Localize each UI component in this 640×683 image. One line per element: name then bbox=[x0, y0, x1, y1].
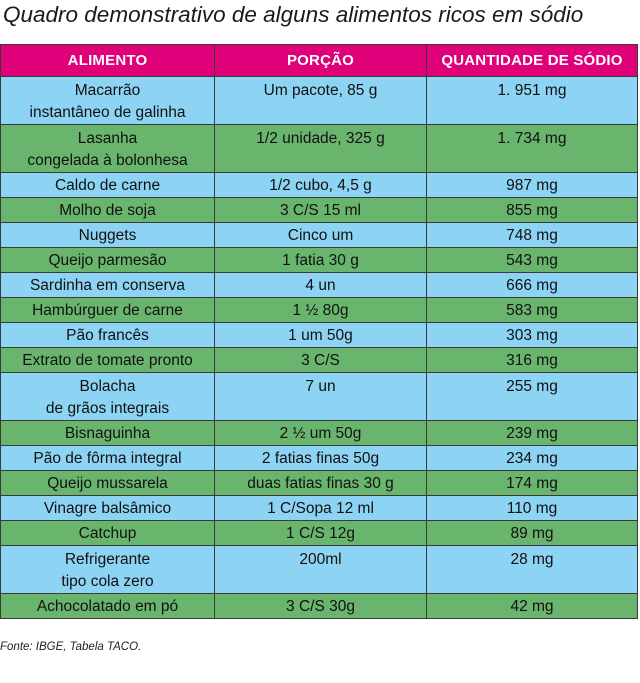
sodium-cell: 987 mg bbox=[427, 173, 638, 198]
food-cell bbox=[1, 298, 215, 323]
table-row bbox=[1, 198, 638, 223]
food-name-line: Nuggets bbox=[78, 227, 137, 244]
table-row bbox=[1, 173, 638, 198]
food-cell bbox=[1, 248, 215, 273]
sodium-cell: 1. 951 mg bbox=[427, 77, 638, 125]
sodium-cell: 110 mg bbox=[427, 496, 638, 521]
food-name-line: Pão de fôrma integral bbox=[33, 450, 182, 467]
table-row bbox=[1, 77, 638, 125]
food-name-line: congelada à bolonhesa bbox=[27, 152, 188, 169]
table-row bbox=[1, 496, 638, 521]
sodium-cell: 42 mg bbox=[427, 594, 638, 619]
food-cell bbox=[1, 446, 215, 471]
sodium-cell: 855 mg bbox=[427, 198, 638, 223]
portion-cell: 1 fatia 30 g bbox=[215, 248, 427, 273]
food-name-line: Bisnaguinha bbox=[64, 425, 151, 442]
table-row bbox=[1, 223, 638, 248]
table-row bbox=[1, 521, 638, 546]
portion-cell: 3 C/S 15 ml bbox=[215, 198, 427, 223]
food-name-line: Caldo de carne bbox=[54, 177, 161, 194]
portion-cell: duas fatias finas 30 g bbox=[215, 471, 427, 496]
sodium-cell: 666 mg bbox=[427, 273, 638, 298]
page-title: Quadro demonstrativo de alguns alimentos ricos em sódio bbox=[3, 2, 584, 27]
sodium-cell: 239 mg bbox=[427, 421, 638, 446]
food-cell bbox=[1, 496, 215, 521]
food-cell bbox=[1, 348, 215, 373]
sodium-table bbox=[0, 44, 638, 619]
food-cell bbox=[1, 273, 215, 298]
portion-cell: 1/2 unidade, 325 g bbox=[215, 125, 427, 173]
portion-cell: 4 un bbox=[215, 273, 427, 298]
food-cell bbox=[1, 594, 215, 619]
portion-cell: 7 un bbox=[215, 373, 427, 421]
sodium-cell: 234 mg bbox=[427, 446, 638, 471]
table-row bbox=[1, 446, 638, 471]
sodium-cell: 89 mg bbox=[427, 521, 638, 546]
food-name-line: Hambúrguer de carne bbox=[32, 302, 183, 319]
food-cell bbox=[1, 546, 215, 594]
portion-cell: 1 ½ 80g bbox=[215, 298, 427, 323]
table-row bbox=[1, 348, 638, 373]
portion-cell: 1/2 cubo, 4,5 g bbox=[215, 173, 427, 198]
portion-cell: 3 C/S 30g bbox=[215, 594, 427, 619]
portion-cell: 1 um 50g bbox=[215, 323, 427, 348]
food-name-line: Bolacha bbox=[79, 378, 136, 395]
portion-cell: 2 fatias finas 50g bbox=[215, 446, 427, 471]
source-note: Fonte: IBGE, Tabela TACO. bbox=[0, 641, 142, 653]
table-row bbox=[1, 323, 638, 348]
sodium-cell: 1. 734 mg bbox=[427, 125, 638, 173]
food-cell bbox=[1, 125, 215, 173]
table-row bbox=[1, 594, 638, 619]
portion-cell: 3 C/S bbox=[215, 348, 427, 373]
sodium-cell: 748 mg bbox=[427, 223, 638, 248]
food-name-line: Queijo mussarela bbox=[47, 475, 168, 492]
food-name-line: Lasanha bbox=[77, 130, 138, 147]
sodium-cell: 255 mg bbox=[427, 373, 638, 421]
food-name-line: tipo cola zero bbox=[61, 573, 154, 590]
food-name-line: Catchup bbox=[78, 525, 137, 542]
table-row bbox=[1, 421, 638, 446]
table-row bbox=[1, 298, 638, 323]
food-name-line: Achocolatado em pó bbox=[36, 598, 179, 615]
food-name-line: instantâneo de galinha bbox=[29, 104, 186, 121]
header-alimento: ALIMENTO bbox=[1, 45, 215, 77]
portion-cell: 2 ½ um 50g bbox=[215, 421, 427, 446]
portion-cell: Um pacote, 85 g bbox=[215, 77, 427, 125]
sodium-cell: 174 mg bbox=[427, 471, 638, 496]
portion-cell: Cinco um bbox=[215, 223, 427, 248]
header-porcao: PORÇÃO bbox=[215, 45, 427, 77]
portion-cell: 1 C/S 12g bbox=[215, 521, 427, 546]
food-name-line: Extrato de tomate pronto bbox=[22, 352, 193, 369]
food-cell bbox=[1, 323, 215, 348]
sodium-cell: 316 mg bbox=[427, 348, 638, 373]
food-cell bbox=[1, 373, 215, 421]
table-row bbox=[1, 125, 638, 173]
sodium-cell: 303 mg bbox=[427, 323, 638, 348]
food-cell bbox=[1, 421, 215, 446]
sodium-cell: 28 mg bbox=[427, 546, 638, 594]
table-header-row bbox=[1, 45, 638, 77]
table-row bbox=[1, 273, 638, 298]
table-row bbox=[1, 248, 638, 273]
food-name-line: Molho de soja bbox=[59, 202, 156, 219]
food-name-line: Macarrão bbox=[74, 82, 141, 99]
table-row bbox=[1, 471, 638, 496]
portion-cell: 1 C/Sopa 12 ml bbox=[215, 496, 427, 521]
food-name-line: Sardinha em conserva bbox=[29, 277, 186, 294]
food-cell bbox=[1, 173, 215, 198]
food-cell bbox=[1, 77, 215, 125]
sodium-cell: 583 mg bbox=[427, 298, 638, 323]
header-quantidade-sodio: QUANTIDADE DE SÓDIO bbox=[427, 45, 638, 77]
food-cell bbox=[1, 521, 215, 546]
table-row bbox=[1, 546, 638, 594]
table-row bbox=[1, 373, 638, 421]
food-name-line: Vinagre balsâmico bbox=[43, 500, 172, 517]
food-cell bbox=[1, 471, 215, 496]
food-name-line: Queijo parmesão bbox=[48, 252, 167, 269]
food-name-line: de grãos integrais bbox=[45, 400, 170, 417]
table-body bbox=[1, 77, 638, 619]
portion-cell: 200ml bbox=[215, 546, 427, 594]
food-name-line: Refrigerante bbox=[64, 551, 151, 568]
food-cell bbox=[1, 223, 215, 248]
food-name-line: Pão francês bbox=[66, 327, 149, 344]
sodium-cell: 543 mg bbox=[427, 248, 638, 273]
food-cell bbox=[1, 198, 215, 223]
